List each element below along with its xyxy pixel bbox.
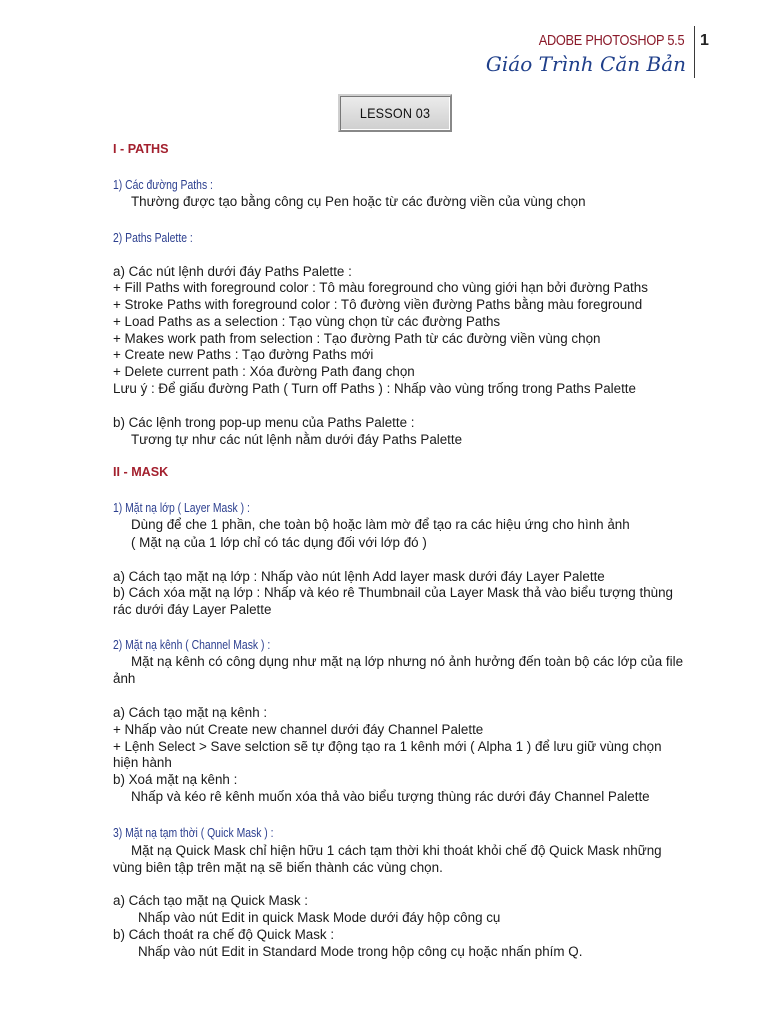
page-number: 1 bbox=[700, 32, 709, 49]
body-line: a) Cách tạo mặt nạ kênh : bbox=[113, 705, 268, 720]
list-item: + Load Paths as a selection : Tạo vùng chọn từ các đường Paths bbox=[113, 314, 501, 329]
body-line: Dùng để che 1 phần, che toàn bộ hoặc làm mờ để tạo ra các hiệu ứng cho hình ảnh bbox=[131, 517, 630, 532]
note-line: Lưu ý : Để giấu đường Path ( Turn off Paths ) : Nhấp vào vùng trống trong Paths Palette bbox=[113, 381, 636, 396]
body-line: Nhấp và kéo rê kênh muốn xóa thả vào biểu tượng thùng rác dưới đáy Channel Palette bbox=[131, 789, 650, 804]
list-item: b) Cách xóa mặt nạ lớp : Nhấp và kéo rê Thumbnail của Layer Mask thả vào biểu tượng thùng bbox=[113, 585, 673, 600]
list-item: + Lệnh Select > Save selction sẽ tự động tạo ra 1 kênh mới ( Alpha 1 ) để lưu giữ vùng chọn bbox=[113, 739, 662, 754]
header-subtitle: Giáo Trình Căn Bản bbox=[485, 52, 686, 76]
subheading-layer-mask: 1) Mặt nạ lớp ( Layer Mask ) : bbox=[113, 500, 250, 515]
list-item: + Fill Paths with foreground color : Tô màu foreground cho vùng giới hạn bởi đường Paths bbox=[113, 280, 648, 295]
header-divider bbox=[694, 26, 695, 78]
list-item: + Makes work path from selection : Tạo đường Path từ các đường viền vùng chọn bbox=[113, 331, 601, 346]
list-item: + Stroke Paths with foreground color : Tô đường viền đường Paths bằng màu foreground bbox=[113, 297, 643, 312]
body-line: b) Xoá mặt nạ kênh : bbox=[113, 772, 238, 787]
list-item: + Nhấp vào nút Create new channel dưới đáy Channel Palette bbox=[113, 722, 484, 737]
lesson-badge bbox=[338, 94, 452, 132]
lesson-label: LESSON 03 bbox=[359, 105, 431, 121]
list-item: a) Cách tạo mặt nạ Quick Mask : bbox=[113, 893, 308, 908]
list-item: + Delete current path : Xóa đường Path đang chọn bbox=[113, 364, 415, 379]
body-line: Tương tự như các nút lệnh nằm dưới đáy Paths Palette bbox=[131, 432, 463, 447]
subheading-paths: 1) Các đường Paths : bbox=[113, 177, 213, 192]
list-item-continued: hiện hành bbox=[113, 755, 172, 770]
body-line: b) Các lệnh trong pop-up menu của Paths Palette : bbox=[113, 415, 415, 430]
list-item: a) Cách tạo mặt nạ lớp : Nhấp vào nút lệnh Add layer mask dưới đáy Layer Palette bbox=[113, 569, 605, 584]
subheading-paths-palette: 2) Paths Palette : bbox=[113, 230, 193, 245]
section-heading-mask: II - MASK bbox=[113, 465, 169, 479]
body-line: Mặt nạ Quick Mask chỉ hiện hữu 1 cách tạm thời khi thoát khỏi chế độ Quick Mask những bbox=[131, 843, 662, 858]
body-line: Mặt nạ kênh có công dụng như mặt nạ lớp nhưng nó ảnh hưởng đến toàn bộ các lớp của file bbox=[131, 654, 684, 669]
list-item: b) Cách thoát ra chế độ Quick Mask : bbox=[113, 927, 335, 942]
body-line: ( Mặt nạ của 1 lớp chỉ có tác dụng đối với lớp đó ) bbox=[131, 535, 427, 550]
body-line-continued: ảnh bbox=[113, 671, 136, 686]
header-title: ADOBE PHOTOSHOP 5.5 bbox=[538, 32, 684, 49]
list-item-continued: rác dưới đáy Layer Palette bbox=[113, 602, 272, 617]
body-line: Nhấp vào nút Edit in Standard Mode trong hộp công cụ hoặc nhấn phím Q. bbox=[138, 944, 583, 959]
body-line: Nhấp vào nút Edit in quick Mask Mode dưới đáy hộp công cụ bbox=[138, 910, 501, 925]
list-item: + Create new Paths : Tạo đường Paths mới bbox=[113, 347, 374, 362]
body-line-continued: vùng biên tập trên mặt nạ sẽ biến thành các vùng chọn. bbox=[113, 860, 443, 875]
subheading-quick-mask: 3) Mặt nạ tạm thời ( Quick Mask ) : bbox=[113, 825, 274, 840]
subheading-channel-mask: 2) Mặt nạ kênh ( Channel Mask ) : bbox=[113, 637, 271, 652]
body-line: Thường được tạo bằng công cụ Pen hoặc từ các đường viền của vùng chọn bbox=[131, 194, 586, 209]
section-heading-paths: I - PATHS bbox=[113, 142, 169, 156]
body-line: a) Các nút lệnh dưới đáy Paths Palette : bbox=[113, 264, 352, 279]
